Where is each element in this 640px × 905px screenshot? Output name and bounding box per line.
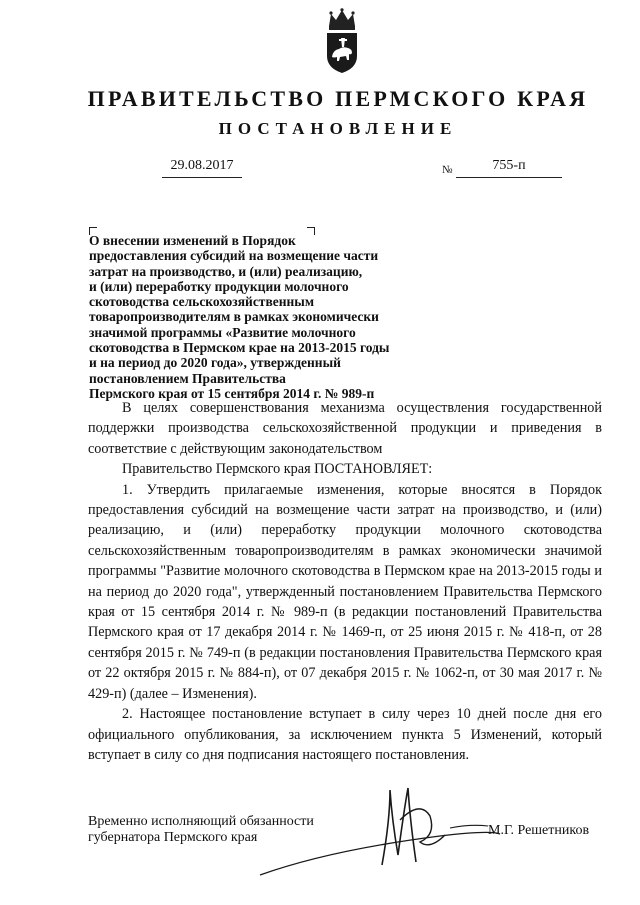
subject-line: скотоводства сельскохозяйственным bbox=[89, 294, 315, 310]
item-1-paragraph: 1. Утвердить прилагаемые изменения, которые вносятся в Порядок предоставления субсидий на возмещение части затрат на производство, и (или) реализацию, и (или) переработку продукции молочного скотоводства сельскохозяйственным товаропроизводителям в рамках экономически значимой программы "Развитие молочного скотоводства в Пермском крае на 2013-2015 годы и на период до 2020 года", утвержденный постановлением Правительства Пермского края от 15 сентября 2014 г. № 989-п (в редакции постановлений Правительства Пермского края от 17 декабря 2014 г. № 1469-п, от 25 июня 2015 г. № 418-п, от 28 сентября 2015 г. № 749-п (в редакции постановления Правительства Пермского края от 22 октября 2015 г. № 884-п), от 07 декабря 2015 г. № 1062-п, от 30 мая 2017 г. № 429-п) (далее – Изменения). bbox=[88, 481, 602, 702]
subject-line: значимой программы «Развитие молочного bbox=[89, 324, 356, 340]
perm-krai-coat-of-arms-icon bbox=[323, 8, 361, 74]
subject-line: О внесении изменений в Порядок bbox=[89, 233, 296, 248]
document-body bbox=[88, 398, 602, 765]
item-2-paragraph: 2. Настоящее постановление вступает в силу через 10 дней после дня его официального опубликования, за исключением пункта 5 Изменений, который вступает в силу со дня подписания настоящего постановления. bbox=[88, 706, 602, 763]
number-sign: № bbox=[442, 164, 453, 176]
subject-line: и на период до 2020 года», утвержденный bbox=[89, 355, 341, 371]
decree-paragraph: Правительство Пермского края ПОСТАНОВЛЯЕТ: bbox=[122, 461, 433, 478]
government-title: ПРАВИТЕЛЬСТВО ПЕРМСКОГО КРАЯ bbox=[87, 86, 589, 111]
document-type: ПОСТАНОВЛЕНИЕ bbox=[218, 119, 458, 138]
document-subject bbox=[89, 233, 429, 401]
document-number: 755-п bbox=[492, 158, 526, 173]
number-underline bbox=[456, 177, 562, 178]
subject-line: товаропроизводителям в рамках экономически bbox=[89, 309, 379, 325]
document-date: 29.08.2017 bbox=[170, 158, 234, 173]
signer-position-line: Временно исполняющий обязанности bbox=[88, 814, 314, 829]
subject-line: предоставления субсидий на возмещение части bbox=[89, 248, 379, 264]
signer-name: М.Г. Решетников bbox=[488, 823, 590, 838]
subject-line: и (или) переработку продукции молочного bbox=[89, 278, 349, 294]
date-underline bbox=[162, 177, 242, 178]
signer-position-line: губернатора Пермского края bbox=[88, 830, 258, 845]
subject-line: постановлением Правительства bbox=[89, 370, 286, 386]
subject-line: затрат на производство, и (или) реализацию, bbox=[89, 263, 363, 279]
subject-line: скотоводства в Пермском крае на 2013-2015 годы bbox=[89, 340, 390, 356]
preamble-paragraph: В целях совершенствования механизма осуществления государственной поддержки производства сельскохозяйственной продукции и приведения в соответствие с действующим законодательством bbox=[88, 400, 602, 457]
subject-line: Пермского края от 15 сентября 2014 г. № 989-п bbox=[89, 385, 375, 401]
